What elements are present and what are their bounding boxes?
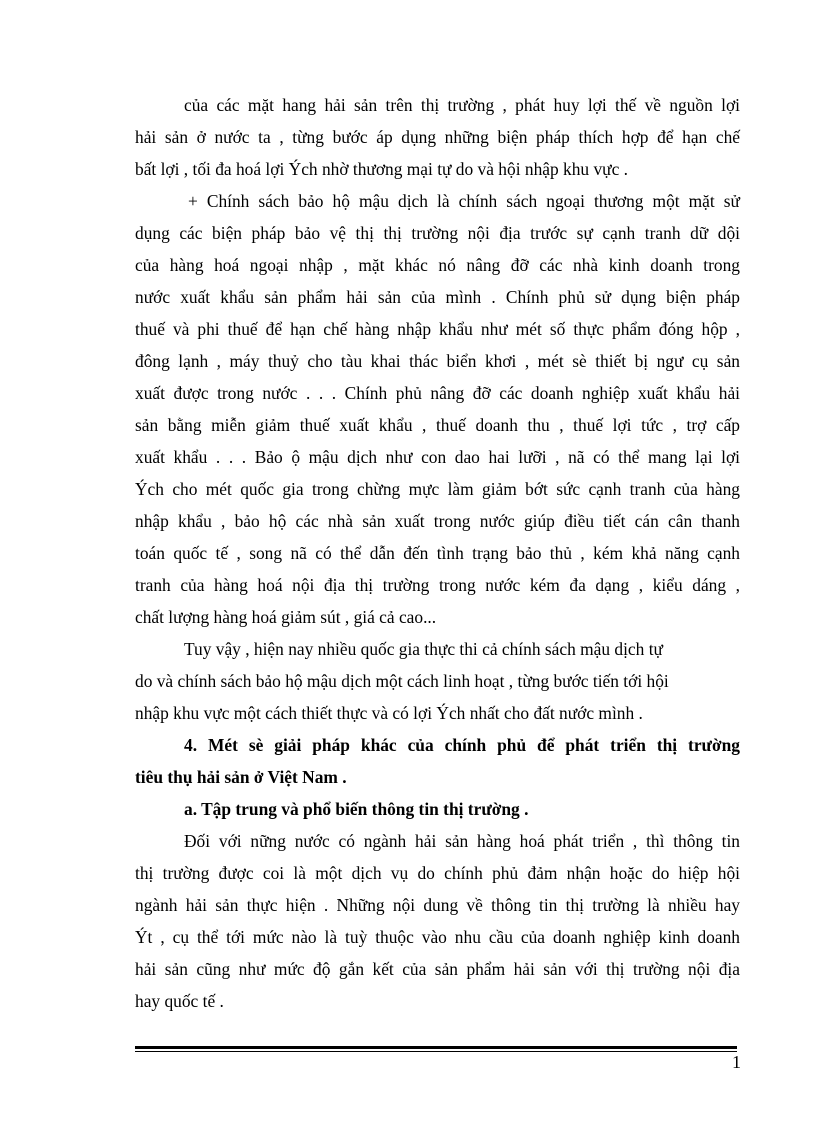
text-line: Ých cho mét quốc gia trong chừng mực làm giảm bớt sức cạnh tranh của hàng bbox=[135, 479, 740, 499]
text-line: của các mặt hang hải sản trên thị trường , phát huy lợi thế về nguồn lợi bbox=[184, 95, 740, 115]
text-line: xuất khẩu . . . Bảo ộ mậu dịch như con dao hai lưỡi , nã có thể mang lại lợi bbox=[135, 447, 740, 467]
text-line: nước xuất khẩu sản phẩm hải sản của mình . Chính phủ sử dụng biện pháp bbox=[135, 287, 740, 307]
text-line: ngành hải sản thực hiện . Những nội dung về thông tin thị trường là nhiều hay bbox=[135, 895, 740, 915]
text-line: đông lạnh , máy thuỷ cho tàu khai thác biển khơi , mét sè thiết bị ngư cụ sản bbox=[135, 351, 740, 371]
text-line: Đối với nững nước có ngành hải sản hàng hoá phát triển , thì thông tin bbox=[184, 831, 740, 851]
text-line: + Chính sách bảo hộ mậu dịch là chính sách ngoại thương một mặt sử bbox=[188, 191, 740, 211]
page-number: 1 bbox=[732, 1052, 741, 1072]
text-line: tranh của hàng hoá nội địa thị trường trong nước kém đa dạng , kiểu dáng , bbox=[135, 575, 740, 595]
text-line: hải sản ở nước ta , từng bước áp dụng những biện pháp thích hợp để hạn chế bbox=[135, 127, 740, 147]
text-line: thuế và phi thuế để hạn chế hàng nhập khẩu như mét số thực phẩm đóng hộp , bbox=[135, 319, 740, 339]
heading-line: tiêu thụ hải sản ở Việt Nam . bbox=[135, 767, 347, 787]
text-line: bất lợi , tối đa hoá lợi Ých nhờ thương mại tự do và hội nhập khu vực . bbox=[135, 159, 628, 179]
text-line: do và chính sách bảo hộ mậu dịch một cách linh hoạt , từng bước tiến tới hội bbox=[135, 671, 669, 691]
document-body bbox=[135, 89, 740, 1017]
text-line: nhập khu vực một cách thiết thực và có lợi Ých nhất cho đất nước mình . bbox=[135, 703, 643, 723]
text-line: Tuy vậy , hiện nay nhiều quốc gia thực thi cả chính sách mậu dịch tự bbox=[184, 639, 663, 659]
text-line: chất lượng hàng hoá giảm sút , giá cả cao... bbox=[135, 607, 437, 627]
footer-rule-thick bbox=[135, 1046, 737, 1049]
footer-rule-thin bbox=[135, 1051, 737, 1052]
text-line: sản bằng miễn giảm thuế xuất khẩu , thuế doanh thu , thuế lợi tức , trợ cấp bbox=[135, 415, 740, 435]
text-line: của hàng hoá ngoại nhập , mặt khác nó nâng đỡ các nhà kinh doanh trong bbox=[135, 255, 740, 275]
text-line: dụng các biện pháp bảo vệ thị thị trường nội địa trước sự cạnh tranh dữ dội bbox=[135, 223, 740, 243]
text-line: hải sản cũng như mức độ gắn kết của sản phẩm hải sản với thị trường nội địa bbox=[135, 959, 740, 979]
heading-line: 4. Mét sè giải pháp khác của chính phủ để phát triển thị trường bbox=[184, 735, 740, 755]
heading-line: a. Tập trung và phổ biến thông tin thị trường . bbox=[184, 799, 529, 819]
text-line: nhập khẩu , bảo hộ các nhà sản xuất trong nước giúp điều tiết cán cân thanh bbox=[135, 511, 740, 531]
text-line: thị trường được coi là một dịch vụ do chính phủ đảm nhận hoặc do hiệp hội bbox=[135, 863, 740, 883]
text-line: Ýt , cụ thể tới mức nào là tuỳ thuộc vào nhu cầu của doanh nghiệp kinh doanh bbox=[135, 927, 740, 947]
text-line: xuất được trong nước . . . Chính phủ nâng đỡ các doanh nghiệp xuất khẩu hải bbox=[135, 383, 740, 403]
text-line: toán quốc tế , song nã có thể dẫn đến tình trạng bảo thủ , kém khả năng cạnh bbox=[135, 543, 740, 563]
text-line: hay quốc tế . bbox=[135, 991, 224, 1011]
